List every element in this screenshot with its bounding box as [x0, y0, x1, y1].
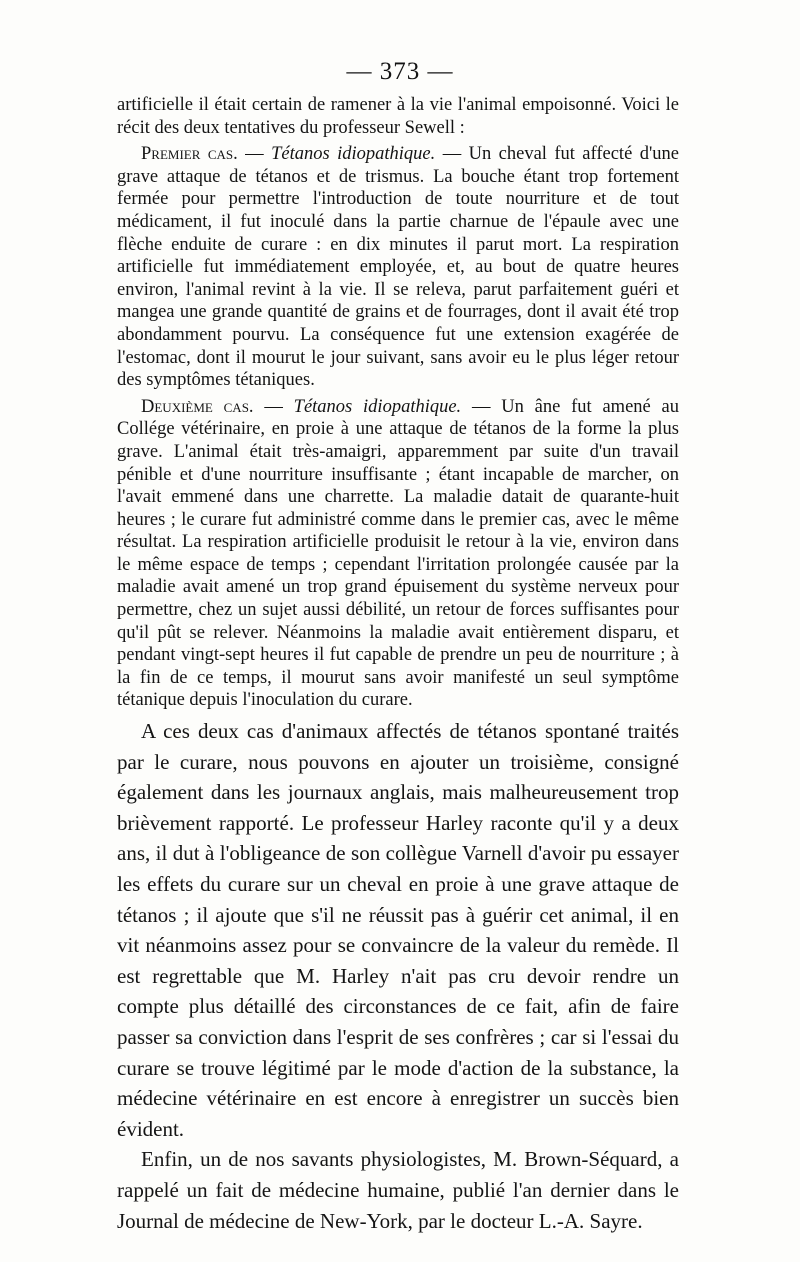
paragraph-3: A ces deux cas d'animaux affectés de tétanos spontané traités par le curare, nous pouvons en ajouter un troisième, consigné également dans les journaux anglais, mais malheureusement trop brièvement rapporté. Le professeur Harley raconte qu'il y a deux ans, il dut à l'obligeance de son collègue Varnell d'avoir pu essayer les effets du curare sur un cheval en proie à une grave attaque de tétanos ; il ajoute que s'il ne réussit pas à guérir cet animal, il en vit néanmoins assez pour se convaincre de la valeur du remède. Il est regrettable que M. Harley n'ait pas cru devoir rendre un compte plus détaillé des circonstances de ce fait, afin de faire passer sa conviction dans l'esprit de ses confrères ; car si l'essai du curare se trouve légitimé par le mode d'action de la substance, la médecine vétérinaire en est encore à enregistrer un succès bien évident.	[117, 719, 679, 1141]
case-1-paragraph	[117, 143, 679, 392]
case-2-dash: —	[253, 396, 294, 417]
case-2-label: Deuxième cas.	[141, 396, 254, 417]
paragraph-4: Enfin, un de nos savants physiologistes, M. Brown-Séquard, a rappelé un fait de médecine humaine, publié l'an dernier dans le Journal de médecine de New-York, par le docteur L.-A. Sayre.	[117, 1147, 679, 1233]
case-1-dash: —	[237, 144, 272, 165]
case-2-text: — Un âne fut amené au Collége vétérinaire, en proie à une attaque de tétanos de la forme la plus grave. L'animal était très-amaigri, apparemment par suite d'un travail pénible et d'une nourriture insuffisante ; étant incapable de marcher, on l'avait emmené dans une charrette. La maladie datait de quarante-huit heures ; le curare fut administré comme dans le premier cas, avec le même résultat. La respiration artificielle produisit le retour à la vie, environ dans le même espace de temps ; cependant l'irritation prolongée causée par la maladie avait amené un trop grand épuisement du système nerveux pour permettre, chez un sujet aussi débilité, un retour de forces suffisantes pour qu'il pût se relever. Néanmoins la maladie avait entièrement disparu, et pendant vingt-sept heures il fut capable de prendre un peu de nourriture ; à la fin de ce temps, il mourut sans avoir manifesté un seul symptôme tétanique depuis l'inoculation du curare.	[117, 396, 679, 711]
case-1-label: Premier cas.	[141, 144, 238, 165]
case-2-paragraph	[117, 396, 679, 712]
case-1-title: Tétanos idiopathique.	[271, 144, 436, 165]
quoted-section	[117, 94, 679, 712]
case-2-title: Tétanos idiopathique.	[293, 396, 462, 417]
page-body	[117, 94, 679, 1236]
main-section	[117, 716, 679, 1236]
intro-paragraph: artificielle il était certain de ramener à la vie l'animal empoisonné. Voici le récit des deux tentatives du professeur Sewell :	[117, 95, 679, 138]
page-number: — 373 —	[346, 58, 454, 85]
case-1-text: — Un cheval fut affecté d'une grave attaque de tétanos et de trismus. La bouche étant trop fortement fermée pour permettre l'introduction de toute nourriture et de tout médicament, il fut inoculé dans la partie charnue de l'épaule avec une flèche enduite de curare : en dix minutes il parut mort. La respiration artificielle fut immédiatement employée, et, au bout de quatre heures environ, l'animal revint à la vie. Il se releva, parut parfaitement guéri et mangea une grande quantité de grains et de fourrages, dont il avait été trop abondamment pourvu. La conséquence fut une extension exagérée de l'estomac, dont il mourut le jour suivant, sans avoir eu le plus léger retour des symptômes tétaniques.	[117, 144, 679, 391]
